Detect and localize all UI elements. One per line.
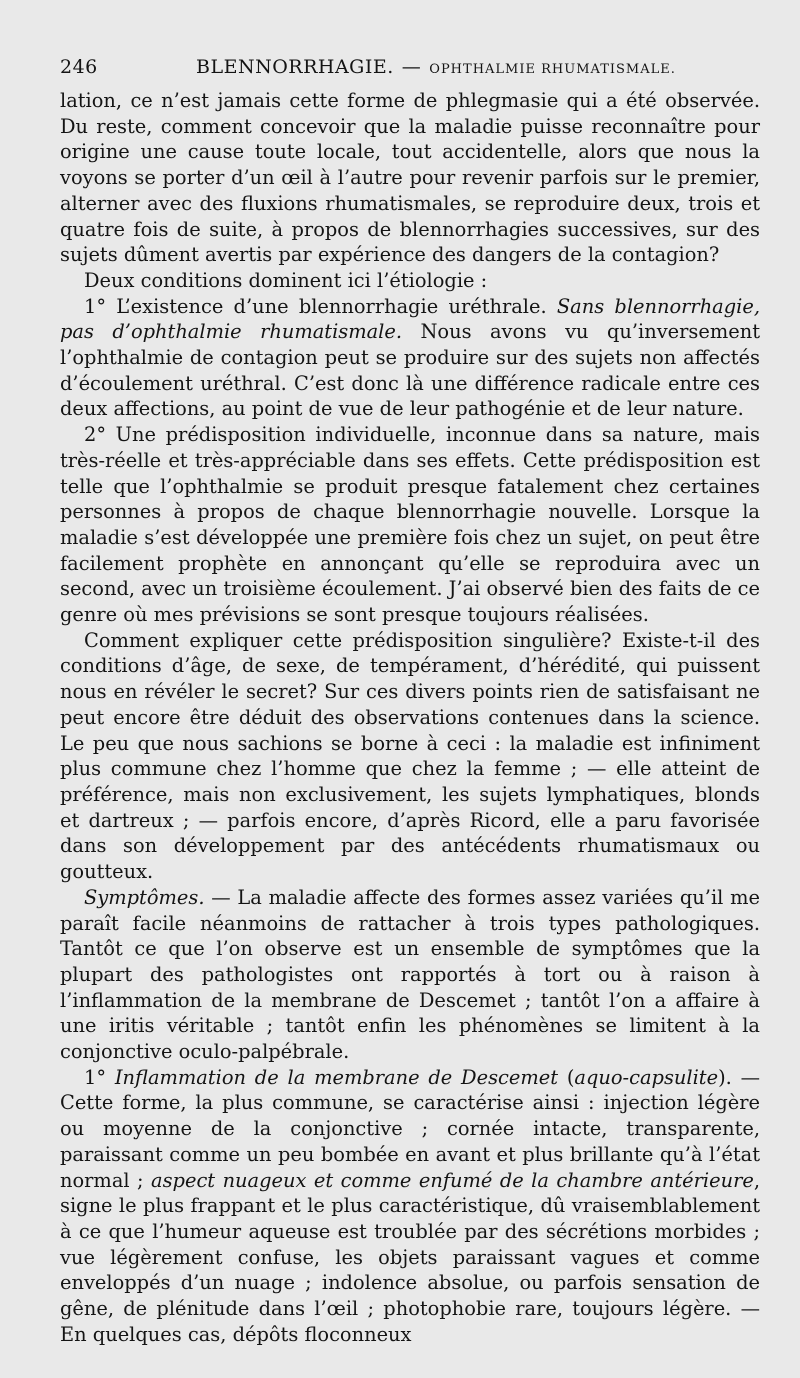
italic-text: Symptômes. bbox=[84, 885, 205, 909]
text-run: Nous avons vu qu’inversement l’ophthalmie de contagion peut se produire sur des sujets non affectés d’écoulement uréthral. C’est donc là une différence radicale entre ces deux affections, au point de vue de leur pathogénie et de leur nature. bbox=[60, 320, 760, 421]
italic-text: Sans blennorrhagie, pas d’ophthalmie rhumatismale. bbox=[60, 294, 760, 344]
text-run: 2° Une prédisposition individuelle, inconnue dans sa nature, mais très-réelle et très-appréciable dans ses effets. Cette prédisposition est telle que l’ophthalmie se produit presque fatalement chez certaines personnes à propos de chaque blennorrhagie nouvelle. Lorsque la maladie s’est développée une première fois chez un sujet, on peut être facilement prophète en annonçant qu’elle se reproduira avec un second, avec un troisième écoulement. J’ai observé bien des faits de ce genre où mes prévisions se sont presque toujours réalisées. bbox=[60, 423, 760, 627]
paragraph bbox=[60, 422, 760, 628]
paragraph bbox=[60, 268, 760, 294]
italic-text: aspect nuageux et comme enfumé de la chambre antérieure bbox=[151, 1168, 754, 1192]
paragraph bbox=[60, 628, 760, 885]
paragraph bbox=[60, 885, 760, 1065]
header-subtitle: OPHTHALMIE RHUMATISMALE. bbox=[429, 62, 676, 77]
header-dash: — bbox=[401, 56, 422, 78]
running-header bbox=[60, 56, 760, 78]
text-run: 1° L’existence d’une blennorrhagie uréthrale. bbox=[84, 294, 557, 318]
header-title: BLENNORRHAGIE. bbox=[196, 56, 394, 78]
paragraph bbox=[60, 1065, 760, 1348]
text-run: — La maladie affecte des formes assez variées qu’il me paraît facile néanmoins de rattacher à trois types pathologiques. Tantôt ce que l’on observe est un ensemble de symptômes que la plupart des pathologistes ont rapportés à tort ou à raison à l’inflammation de la membrane de Descemet ; tantôt l’on a affaire à une iritis véritable ; tantôt enfin les phénomènes se limitent à la conjonctive oculo-palpébrale. bbox=[60, 885, 760, 1064]
paragraph bbox=[60, 294, 760, 423]
text-run: Deux conditions dominent ici l’étiologie : bbox=[84, 268, 488, 292]
text-run: 1° bbox=[84, 1065, 115, 1089]
body-text bbox=[60, 88, 760, 1347]
text-run: , signe le plus frappant et le plus caractéristique, dû vraisemblablement à ce que l’humeur aqueuse est troublée par des sécrétions morbides ; vue légèrement confuse, les objets paraissant vagues et comme enveloppés d’un nuage ; indolence absolue, ou parfois sensation de gêne, de plénitude dans l’œil ; photophobie rare, toujours légère. — En quelques cas, dépôts floconneux bbox=[60, 1168, 760, 1346]
italic-text: aquo-capsulite bbox=[574, 1065, 719, 1089]
italic-text: Inflammation de la membrane de Descemet bbox=[114, 1065, 559, 1089]
text-run: Comment expliquer cette prédisposition singulière? Existe-t-il des conditions d’âge, de sexe, de tempérament, d’hérédité, qui puissent nous en révéler le secret? Sur ces divers points rien de satisfaisant ne peut encore être déduit des observations contenues dans la science. Le peu que nous sachions se borne à ceci : la maladie est infiniment plus commune chez l’homme que chez la femme ; — elle atteint de préférence, mais non exclusivement, les sujets lymphatiques, blonds et dartreux ; — parfois encore, d’après Ricord, elle a paru favorisée dans son développement par des antécédents rhumatismaux ou goutteux. bbox=[60, 628, 760, 884]
text-run: ). — Cette forme, la plus commune, se caractérise ainsi : injection légère ou moyenne de la conjonctive ; cornée intacte, transparente, paraissant comme un peu bombée en avant et plus brillante qu’à l’état normal ; bbox=[60, 1065, 760, 1192]
page-number: 246 bbox=[60, 56, 98, 78]
text-run: ( bbox=[558, 1065, 575, 1089]
paragraph bbox=[60, 88, 760, 268]
text-run: lation, ce n’est jamais cette forme de phlegmasie qui a été observée. Du reste, comment concevoir que la maladie puisse reconnaître pour origine une cause toute locale, tout accidentelle, alors que nous la voyons se porter d’un œil à l’autre pour revenir parfois sur le premier, alterner avec des fluxions rhumatismales, se reproduire deux, trois et quatre fois de suite, à propos de blennorrhagies successives, sur des sujets dûment avertis par expérience des dangers de la contagion? bbox=[60, 89, 760, 267]
